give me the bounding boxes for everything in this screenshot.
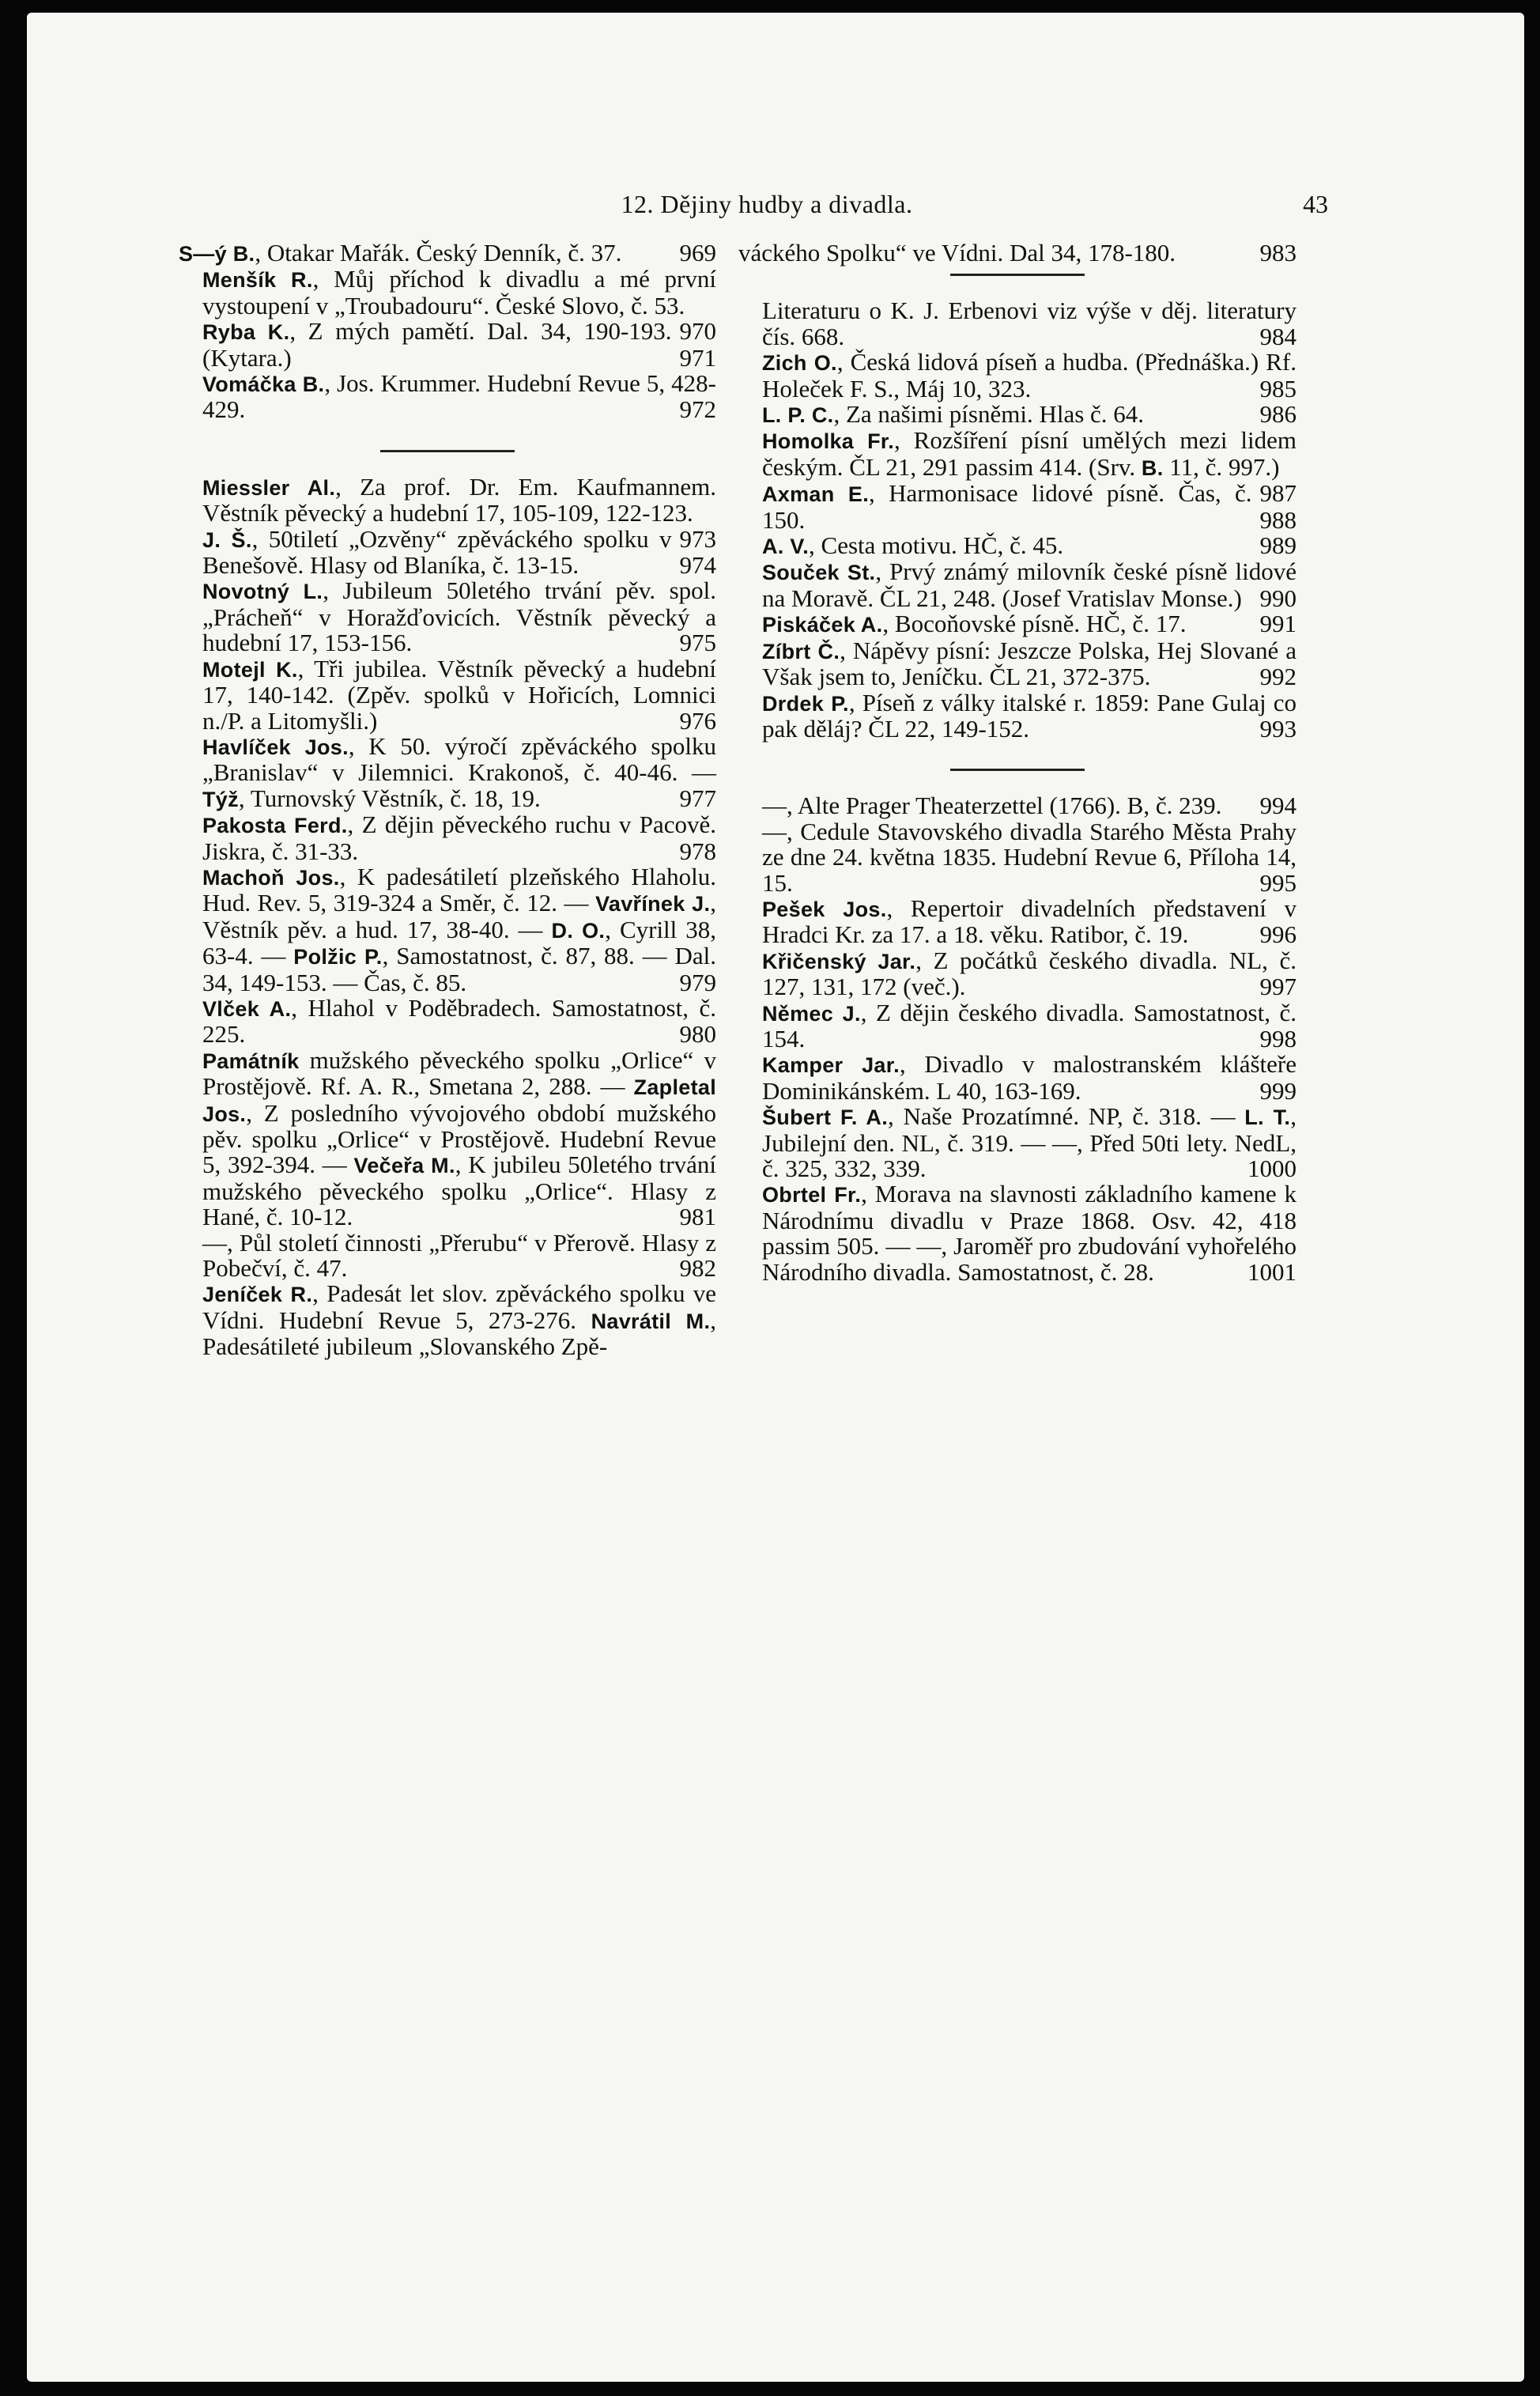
- bib-entry: Novotný L., Jubileum 50letého trvání pěv. spol. „Prácheň“ v Horažďovicích. Věstník pěvecký a hudební 17, 153-156. 975: [202, 576, 717, 657]
- bib-entry: —, Půl století činnosti „Přerubu“ v Přerově. Hlasy z Pobečví, č. 47. 982: [202, 1228, 716, 1283]
- bib-entry: —, Alte Prager Theaterzettel (1766). B, č. 239. 994: [762, 792, 1297, 820]
- bib-entry: Menšík R., Můj příchod k divadlu a mé první vystoupení v „Troubadouru“. České Slovo, č. 53. 970: [202, 265, 716, 346]
- bib-entry: Němec J., Z dějin českého divadla. Samostatnost, č. 154. 998: [762, 998, 1297, 1053]
- bib-entry: Památník mužského pěveckého spolku „Orlice“ v Prostějově. Rf. A. R., Smetana 2, 288. — Zapletal Jos., Z posledního vývojového období mužského pěv. spolku „Orlice“ v Prostějově. Hudební Revue 5, 392-394. — Večeřa M., K jubileu 50letého trvání mužského pěveckého spolku „Orlice“. Hlasy z Hané, č. 10-12. 981: [202, 1045, 716, 1231]
- bib-entry: Homolka Fr., Rozšíření písní umělých mezi lidem českým. ČL 21, 291 passim 414. (Srv. B. 11, č. 997.) 987: [762, 426, 1297, 508]
- bib-entry: Axman E., Harmonisace lidové písně. Čas, č. 150. 988: [762, 479, 1297, 534]
- bib-entry: A. V., Cesta motivu. HČ, č. 45. 989: [762, 531, 1297, 560]
- right-column: [738, 240, 1297, 1285]
- bib-entry: váckého Spolku“ ve Vídni. Dal 34, 178-180. 983: [738, 239, 1297, 266]
- section-divider: [950, 274, 1085, 276]
- bib-entry: Ryba K., Z mých pamětí. Dal. 34, 190-193. (Kytara.) 971: [202, 317, 716, 372]
- bib-entry: Zíbrt Č., Nápěvy písní: Jeszcze Polska, Hej Slované a Však jsem to, Jeníčku. ČL 21, 372-375. 992: [762, 636, 1297, 691]
- bib-entry: Literaturu o K. J. Erbenovi viz výše v děj. literatury čís. 668. 984: [762, 297, 1297, 350]
- bib-entry: Miessler Al., Za prof. Dr. Em. Kaufmannem. Věstník pěvecký a hudební 17, 105-109, 122-123. 973: [202, 472, 716, 553]
- running-title: 12. Dějiny hudby a divadla.: [621, 190, 913, 218]
- page-number: 43: [1303, 190, 1328, 218]
- bib-entry: Motejl K., Tři jubilea. Věstník pěvecký a hudební 17, 140-142. (Zpěv. spolků v Hořicích, Lomnici n./P. a Litomyšli.) 976: [202, 654, 716, 735]
- bib-entry: —, Cedule Stavovského divadla Starého Města Prahy ze dne 24. května 1835. Hudební Revue 6, Příloha 14, 15. 995: [762, 817, 1297, 897]
- bib-entry: Pešek Jos., Repertoir divadelních představení v Hradci Kr. za 17. a 18. věku. Ratibor, č. 19. 996: [762, 894, 1297, 949]
- bib-entry: Vlček A., Hlahol v Poděbradech. Samostatnost, č. 225. 980: [202, 993, 716, 1049]
- bib-entry: Obrtel Fr., Morava na slavnosti základního kamene k Národnímu divadlu v Praze 1868. Osv. 42, 418 passim 505. — —, Jaroměř pro zbudování vyhořelého Národního divadla. Samostatnost, č. 28. 1001: [762, 1180, 1297, 1286]
- bib-entry: S—ý B., Otakar Mařák. Český Denník, č. 37. 969: [179, 239, 716, 266]
- bib-entry: Souček St., Prvý známý milovník české písně lidové na Moravě. ČL 21, 248. (Josef Vratislav Monse.) 990: [762, 557, 1297, 612]
- bib-entry: Piskáček A., Bocoňovské písně. HČ, č. 17. 991: [762, 610, 1297, 638]
- bib-entry: Machoň Jos., K padesátiletí plzeňského Hlaholu. Hud. Rev. 5, 319-324 a Směr, č. 12. — Vavřínek J., Věstník pěv. a hud. 17, 38-40. — D. O., Cyrill 38, 63-4. — Polžic P., Samostatnost, č. 87, 88. — Dal. 34, 149-153. — Čas, č. 85. 979: [202, 862, 716, 996]
- bib-entry: Jeníček R., Padesát let slov. zpěváckého spolku ve Vídni. Hudební Revue 5, 273-276. Navrátil M., Padesátileté jubileum „Slovanského Zpě-: [202, 1279, 717, 1361]
- bib-entry: Kamper Jar., Divadlo v malostranském klášteře Dominikánském. L 40, 163-169. 999: [762, 1050, 1297, 1105]
- bib-entry: Křičenský Jar., Z počátků českého divadla. NL, č. 127, 131, 172 (več.). 997: [762, 946, 1297, 1001]
- bib-entry: Pakosta Ferd., Z dějin pěveckého ruchu v Pacově. Jiskra, č. 31-33. 978: [202, 811, 717, 865]
- section-divider: [950, 769, 1085, 771]
- bib-entry: Vomáčka B., Jos. Krummer. Hudební Revue 5, 428-429. 972: [202, 369, 717, 424]
- section-divider: [380, 450, 515, 452]
- bib-entry: Zich O., Česká lidová píseň a hudba. (Přednáška.) Rf. Holeček F. S., Máj 10, 323. 985: [762, 348, 1297, 402]
- bib-entry: Havlíček Jos., K 50. výročí zpěváckého spolku „Branislav“ v Jilemnici. Krakonoš, č. 40-46. — Týž, Turnovský Věstník, č. 18, 19. 977: [202, 731, 716, 812]
- bib-entry: L. P. C., Za našimi písněmi. Hlas č. 64. 986: [762, 400, 1297, 429]
- bib-entry: Šubert F. A., Naše Prozatímné. NP, č. 318. — L. T., Jubilejní den. NL, č. 319. — —, Před 50ti lety. NedL, č. 325, 332, 339. 1000: [762, 1102, 1297, 1182]
- left-column: [179, 240, 716, 1360]
- bib-entry: Drdek P., Píseň z války italské r. 1859: Pane Gulaj co pak děláj? ČL 22, 149-152. 993: [762, 688, 1297, 743]
- bib-entry: J. Š., 50tiletí „Ozvěny“ zpěváckého spolku v Benešově. Hlasy od Blaníka, č. 13-15. 974: [202, 524, 716, 580]
